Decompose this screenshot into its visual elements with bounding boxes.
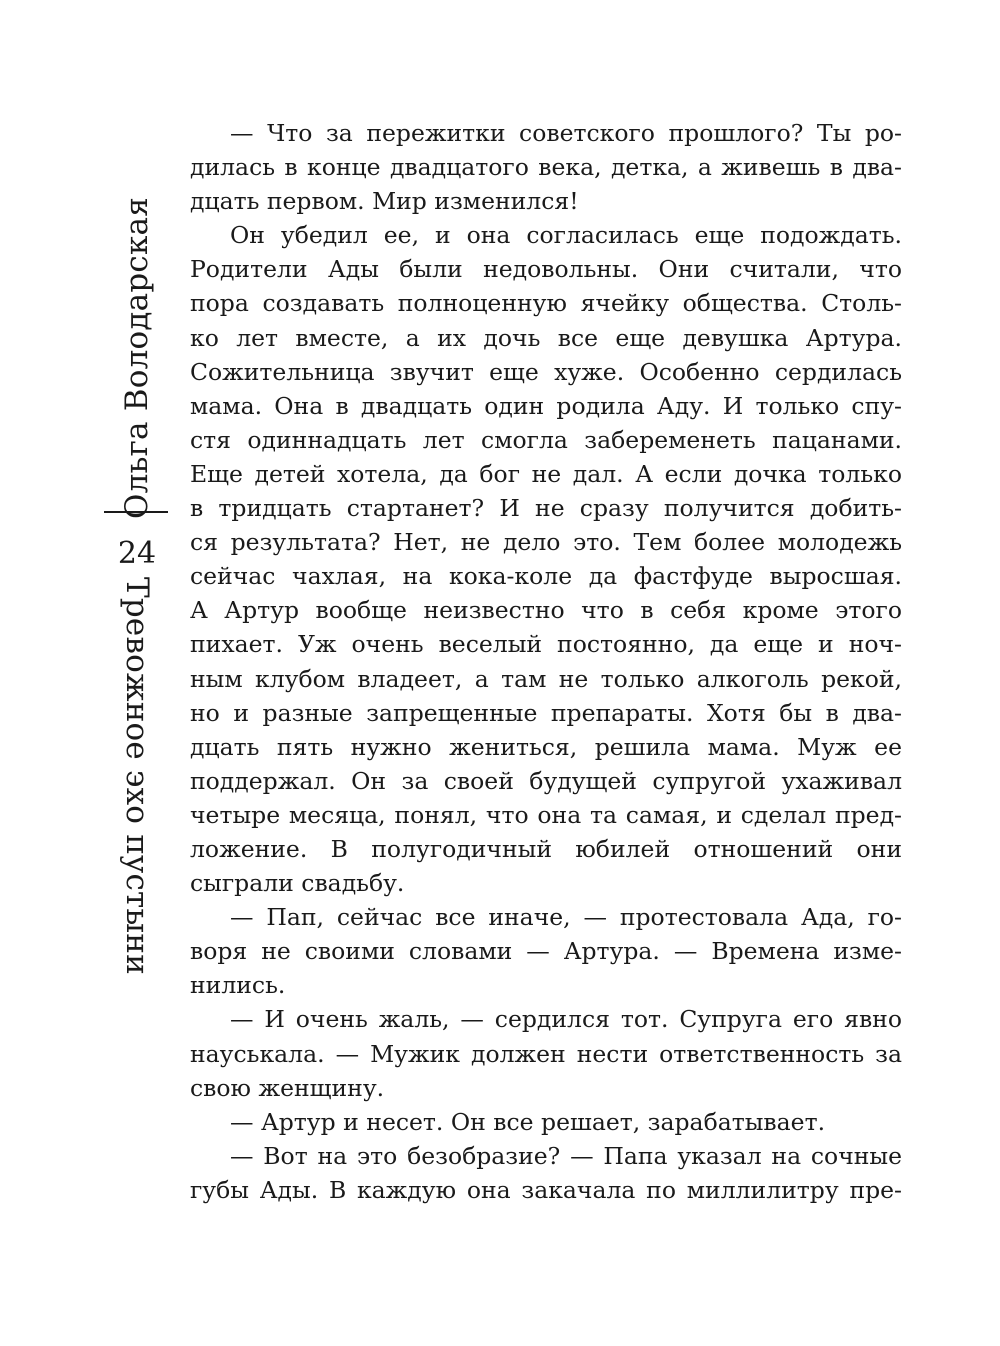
header-divider — [104, 511, 168, 513]
body-text — [190, 116, 902, 1207]
text-line: ко лет вместе, а их дочь все еще девушка Артура. — [190, 323, 902, 352]
text-line: пихает. Уж очень веселый постоянно, да еще и ноч- — [190, 630, 902, 659]
text-line: сыграли свадьбу. — [190, 869, 405, 898]
text-line: Родители Ады были недовольны. Они считали, что — [190, 255, 902, 284]
text-line: Еще детей хотела, да бог не дал. А если дочка только — [190, 459, 902, 488]
text-line: А Артур вообще неизвестно что в себя кроме этого — [190, 596, 902, 625]
page-number: 24 — [117, 536, 157, 571]
author-name: Ольга Володарская — [119, 197, 155, 519]
text-line: Он убедил ее, и она согласилась еще подождать. — [230, 221, 902, 250]
text-line: ным клубом владеет, а там не только алкоголь рекой, — [190, 664, 902, 693]
book-title: Тревожное эхо пустыни — [119, 577, 155, 975]
text-line: воря не своими словами — Артура. — Времена изме- — [190, 937, 902, 966]
text-line: — Что за пережитки советского прошлого? Ты ро- — [230, 119, 902, 147]
text-line: пора создавать полноценную ячейку общества. Столь- — [190, 289, 902, 318]
text-line: в тридцать стартанет? И не сразу получится добить- — [190, 494, 902, 523]
text-line: ся результата? Нет, не дело это. Тем более молодежь — [190, 528, 902, 557]
text-line: ложение. В полугодичный юбилей отношений они — [190, 834, 902, 863]
text-line: мама. Она в двадцать один родила Аду. И только спу- — [190, 391, 902, 420]
text-line: стя одиннадцать лет смогла забеременеть пацанами. — [190, 425, 902, 454]
text-line: дилась в конце двадцатого века, детка, а живешь в два- — [190, 153, 902, 182]
text-line: поддержал. Он за своей будущей супругой ухаживал — [190, 766, 902, 795]
text-line: губы Ады. В каждую она закачала по миллилитру пре- — [190, 1175, 902, 1204]
text-line: свою женщину. — [190, 1073, 385, 1102]
text-line: — Артур и несет. Он все решает, зарабатывает. — [230, 1107, 826, 1136]
running-header — [96, 0, 178, 1346]
text-line: — Вот на это безобразие? — Папа указал на сочные — [230, 1141, 902, 1170]
text-line: — Пап, сейчас все иначе, — протестовала Ада, го- — [230, 903, 902, 932]
text-line: Сожительница звучит еще хуже. Особенно сердилась — [190, 357, 902, 386]
text-line: четыре месяца, понял, что она та самая, и сделал пред- — [190, 800, 902, 829]
text-line: но и разные запрещенные препараты. Хотя бы в два- — [190, 698, 902, 727]
text-line: дцать первом. Мир изменился! — [190, 187, 579, 216]
text-line: сейчас чахлая, на кока-коле да фастфуде выросшая. — [190, 562, 902, 591]
text-line: нились. — [190, 971, 286, 1000]
text-line: науськала. — Мужик должен нести ответственность за — [190, 1039, 902, 1068]
text-line: дцать пять нужно жениться, решила мама. Муж ее — [190, 732, 902, 761]
text-line: — И очень жаль, — сердился тот. Супруга его явно — [230, 1005, 902, 1034]
